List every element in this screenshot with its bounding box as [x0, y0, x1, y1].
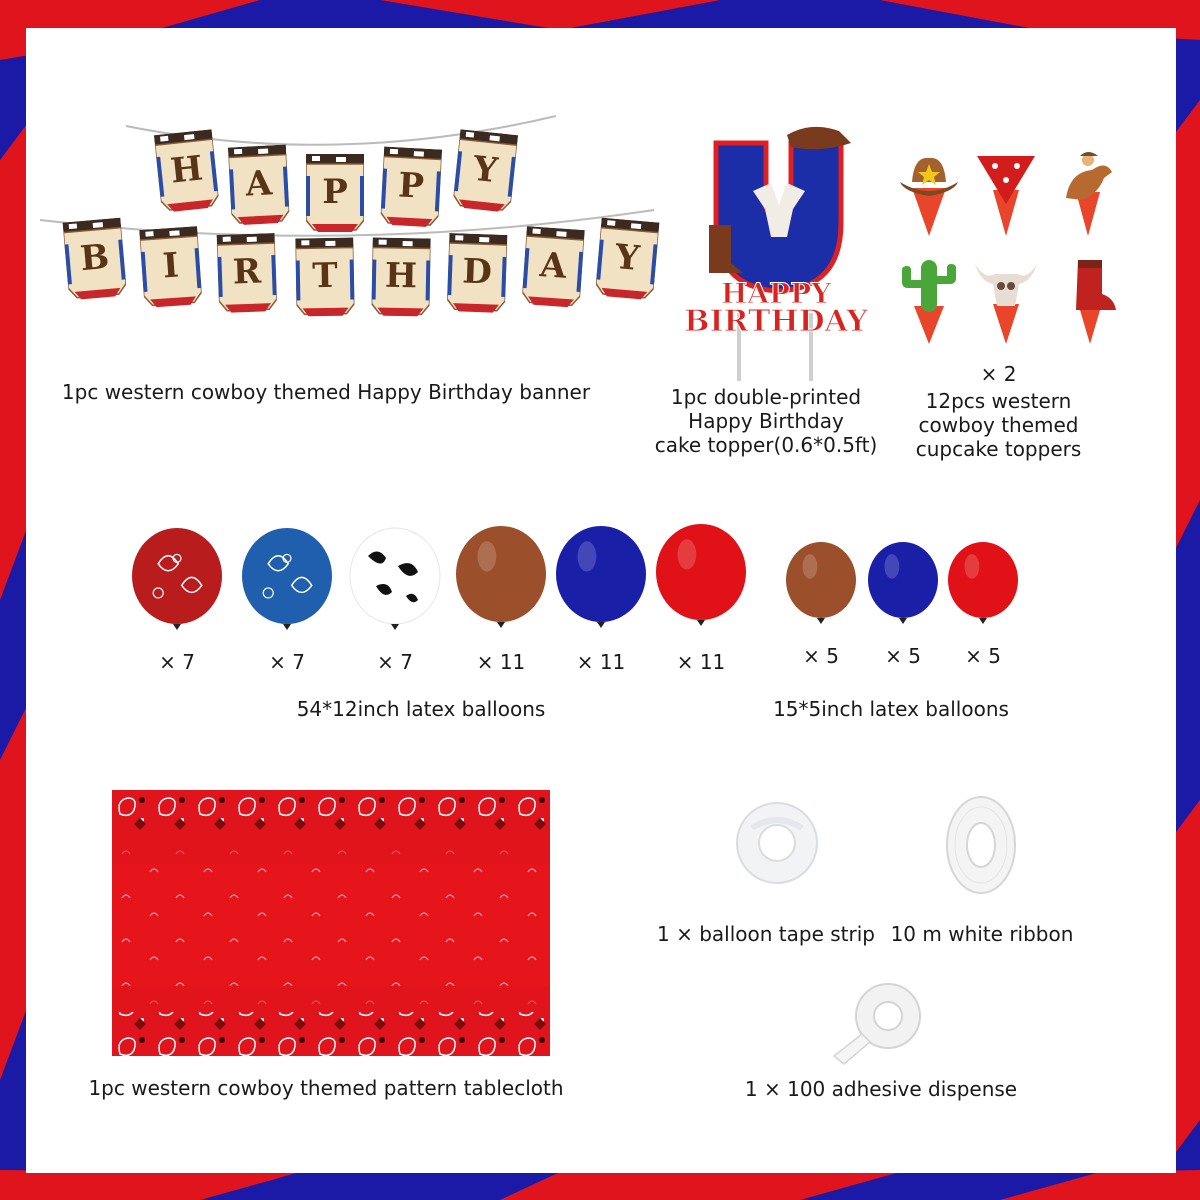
cupcake-caption-3: cupcake toppers [915, 437, 1082, 461]
cupcake-caption-2: cowboy themed [918, 413, 1079, 437]
cactus-icon [894, 254, 964, 344]
balloon-12inch [554, 524, 648, 632]
banner-flag [139, 226, 203, 312]
bandana-icon [971, 148, 1041, 238]
banner-flag [217, 233, 278, 317]
cake-topper-line2: BIRTHDAY [684, 304, 868, 339]
balloon-count: × 7 [377, 650, 413, 674]
banner-letter: P [322, 172, 348, 212]
balloon-12inch [348, 526, 442, 634]
adhesive-caption: 1 × 100 adhesive dispense [744, 1077, 1018, 1101]
banner-letter: T [311, 255, 338, 297]
balloon-count: × 7 [159, 650, 195, 674]
adhesive-dispenser-icon [826, 978, 936, 1068]
tape-strip-caption: 1 × balloon tape strip [657, 922, 875, 946]
tablecloth-caption: 1pc western cowboy themed pattern tablecloth [88, 1076, 564, 1100]
ribbon-caption: 10 m white ribbon [890, 922, 1074, 946]
banner-letter: Y [471, 148, 500, 192]
banner-letter: D [461, 251, 493, 293]
product-panel [26, 28, 1176, 1173]
banner-flag [228, 145, 290, 230]
balloon-12inch [454, 524, 548, 632]
balloon-count: × 11 [476, 650, 526, 674]
cupcake-caption-1: 12pcs western [925, 389, 1072, 413]
balloon-12inch [130, 526, 224, 634]
balloon-5inch [946, 540, 1020, 628]
banner-flag [452, 129, 518, 217]
banner-flag [306, 154, 364, 236]
cake-topper-caption-2: Happy Birthday [688, 409, 844, 433]
cowboy-hat-icon [894, 148, 964, 238]
horse-rider-icon [1052, 148, 1122, 238]
banner-flag [380, 147, 442, 232]
cowboy-boot-icon [1052, 254, 1122, 344]
banner-letter: H [384, 255, 418, 297]
bull-skull-icon [971, 254, 1041, 344]
cake-topper-caption-1: 1pc double-printed [670, 385, 862, 409]
banner-flag [154, 129, 220, 217]
balloon-count: × 5 [803, 644, 839, 668]
balloons-12inch-caption: 54*12inch latex balloons [296, 697, 546, 721]
banner-flag [595, 218, 660, 305]
balloon-count: × 5 [885, 644, 921, 668]
banner-letter: R [232, 251, 262, 293]
cake-topper-line1: HAPPY [720, 277, 832, 310]
balloon-count: × 11 [676, 650, 726, 674]
ribbon-roll-icon [938, 790, 1024, 900]
banner-caption: 1pc western cowboy themed Happy Birthday banner [61, 380, 591, 404]
banner-letter: A [244, 163, 274, 205]
balloons-5inch-caption: 15*5inch latex balloons [773, 697, 1009, 721]
cupcake-multiplier: × 2 [980, 362, 1017, 386]
banner-flag [447, 233, 508, 317]
banner-flag [295, 238, 354, 321]
banner-letter: H [168, 148, 205, 192]
balloon-count: × 7 [269, 650, 305, 674]
banner-letter: A [538, 245, 568, 287]
balloon-count: × 5 [965, 644, 1001, 668]
banner-letter: I [161, 245, 181, 287]
cake-topper-image [681, 113, 871, 383]
balloon-5inch [866, 540, 940, 628]
balloon-12inch [240, 526, 334, 634]
banner-letter: Y [613, 237, 642, 279]
banner-letter: B [78, 236, 111, 280]
banner-flag [371, 238, 430, 321]
banner-flag [63, 218, 128, 305]
banner-flag [521, 226, 585, 312]
balloon-5inch [784, 540, 858, 628]
balloon-12inch [654, 522, 748, 630]
tape-strip-icon [732, 798, 822, 888]
cake-topper-caption-3: cake topper(0.6*0.5ft) [654, 433, 878, 457]
balloon-count: × 11 [576, 650, 626, 674]
banner-letter: P [397, 165, 425, 207]
tablecloth-image [112, 790, 550, 1056]
